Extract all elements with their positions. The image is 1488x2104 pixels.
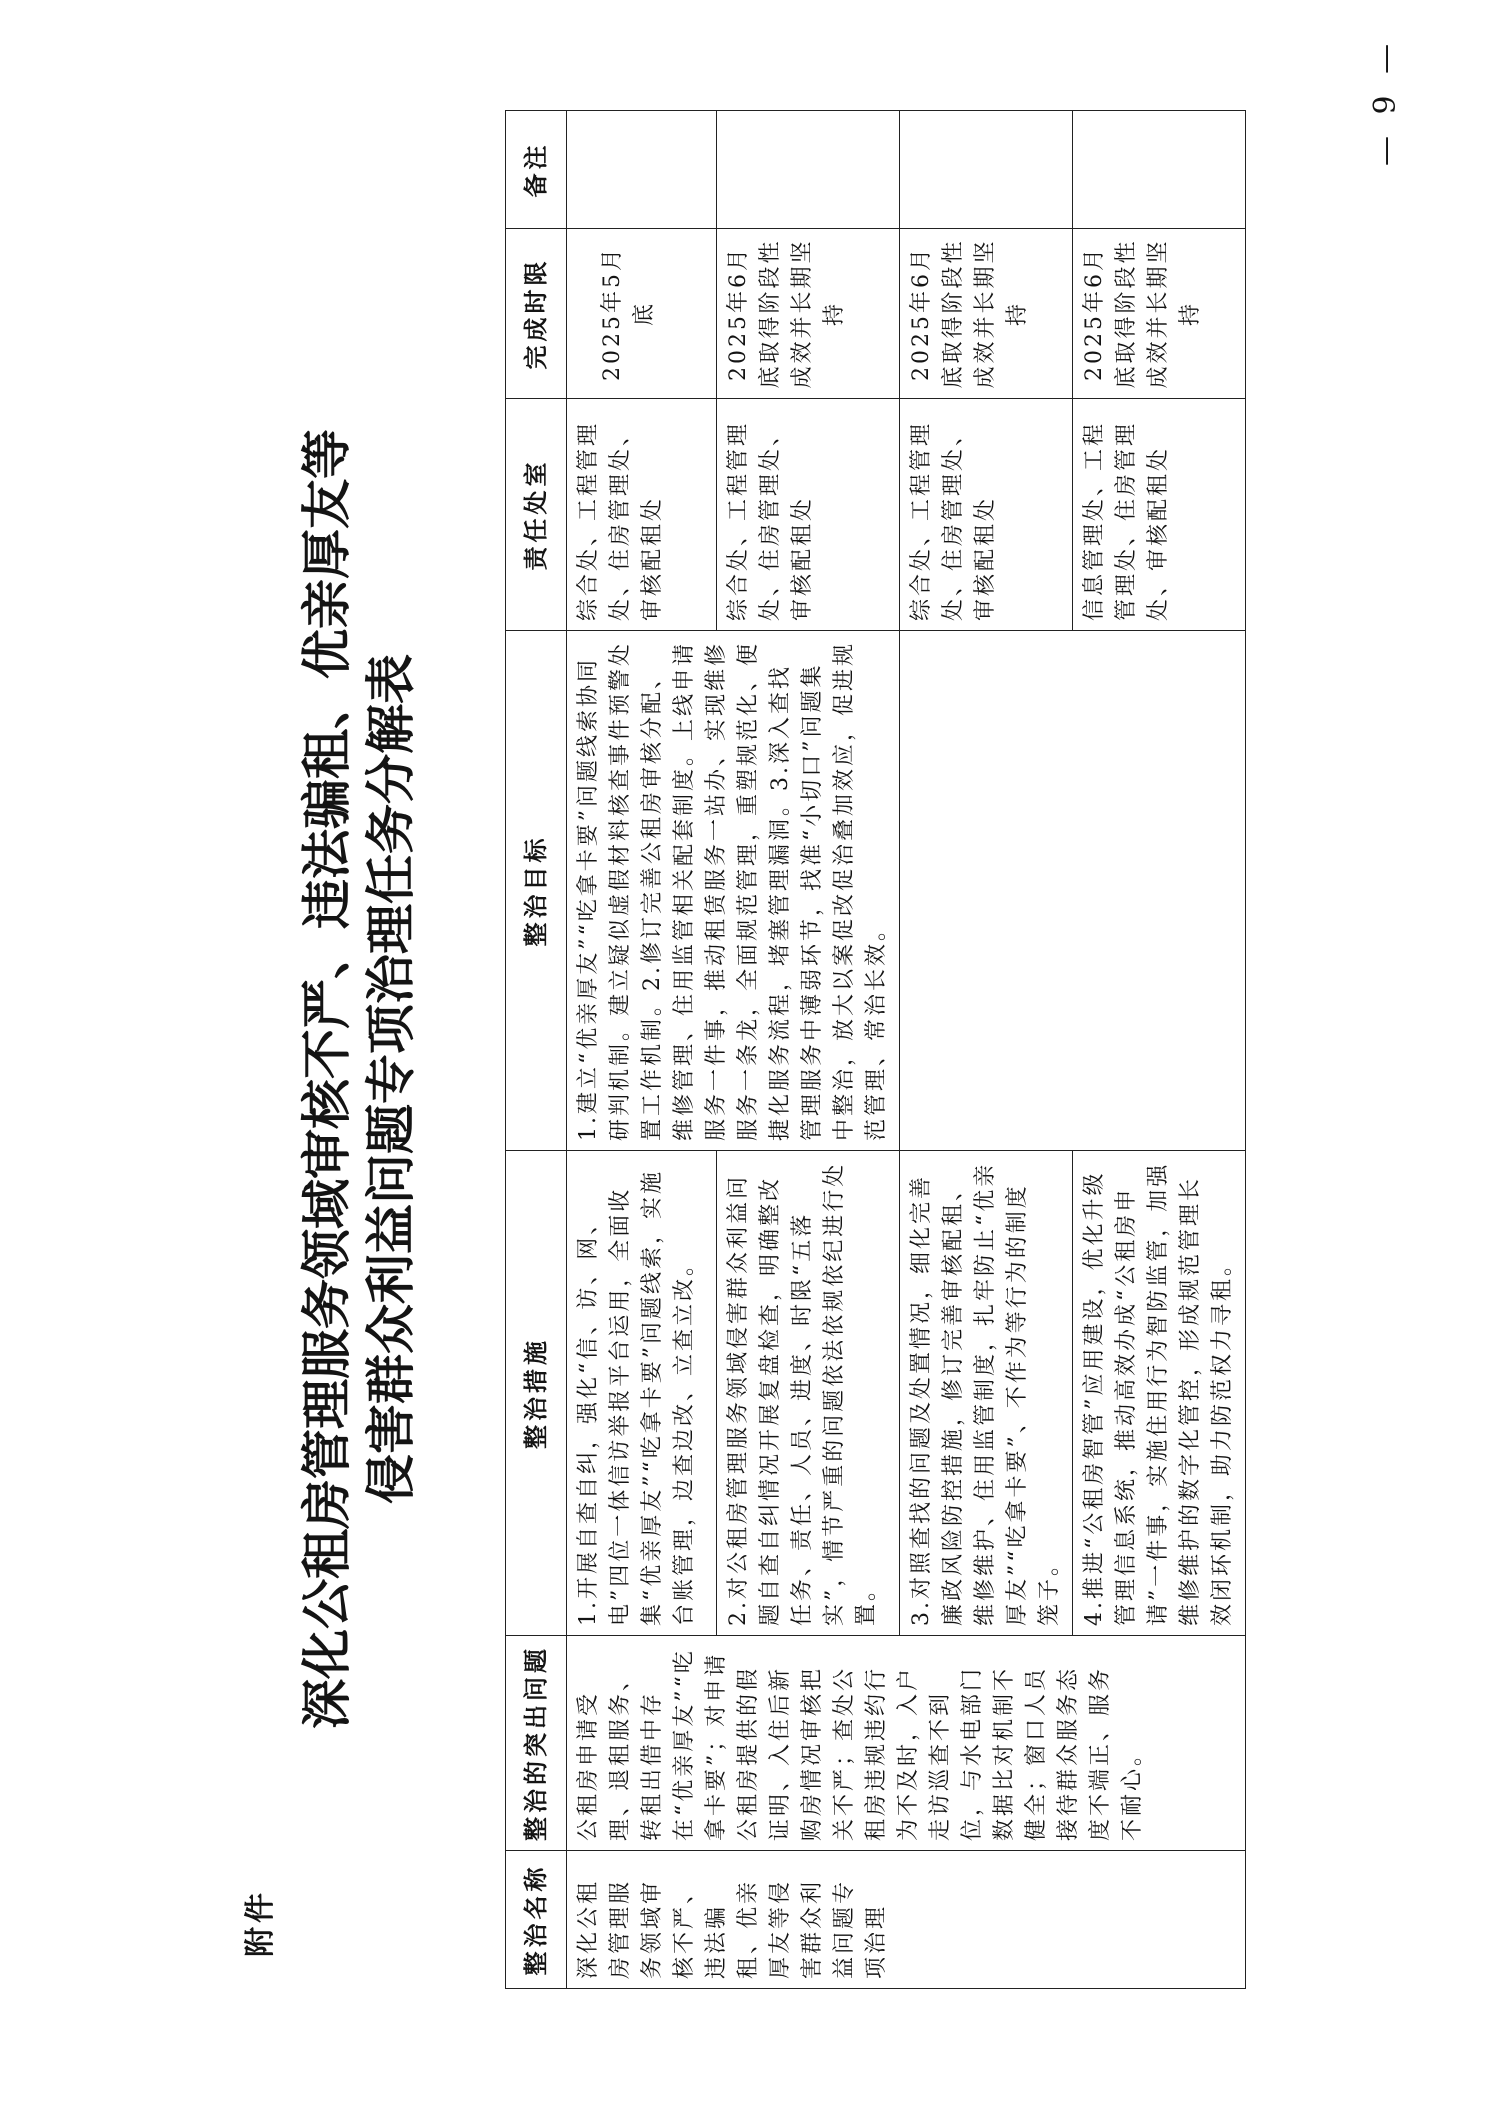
remark-cell <box>900 111 1073 229</box>
governance-name-cell: 深化公租房管理服务领域审核不严、违法骗租、优亲厚友等侵害群众利益问题专项治理 <box>567 1851 1246 1989</box>
deadline-cell: 2025年6月底取得阶段性成效并长期坚持 <box>716 229 899 399</box>
deadline-cell: 2025年6月底取得阶段性成效并长期坚持 <box>900 229 1073 399</box>
goal-cell <box>567 631 900 1151</box>
remark-cell <box>716 111 899 229</box>
title-line-2: 侵害群众利益问题专项治理任务分解表 <box>362 654 420 1504</box>
attachment-label: 附件 <box>243 1889 278 1957</box>
header-dept: 责任处室 <box>506 399 567 631</box>
table-header-row <box>506 111 567 1989</box>
measure-cell: 3.对照查找的问题及处置情况，细化完善廉政风险防控措施，修订完善审核配租、维修维护、住用监管制度，扎牢防止“优亲厚友”“吃拿卡要”、不作为等行为的制度笼子。 <box>900 1151 1073 1636</box>
measure-cell: 2.对公租房管理服务领域侵害群众利益问题自查自纠情况开展复盘检查，明确整改任务、责任、人员、进度、时限“五落实”，情节严重的问题依法依规依纪进行处置。 <box>716 1151 899 1636</box>
document-title <box>295 214 423 1944</box>
dept-cell: 综合处、工程管理处、住房管理处、审核配租处 <box>567 399 717 631</box>
deadline-cell: 2025年6月底取得阶段性成效并长期坚持 <box>1073 229 1246 399</box>
goal-text: 1.建立“优亲厚友”“吃拿卡要”问题线索协同研判机制。建立疑似虚假材料核查事件预警处置工作机制。 <box>576 640 665 1141</box>
goal-text: 2.修订完善公租房审核分配、维修管理、住用监管相关配套制度。上线申请服务一件事，推动租赁服务一站办、实现维修服务一条龙，全面规范管理，重塑规范化、便捷化服务流程，堵塞管理漏洞。 <box>640 640 793 1141</box>
measure-cell: 1.开展自查自纠，强化“信、访、网、电”四位一体信访举报平台运用，全面收集“优亲厚友”“吃拿卡要”问题线索，实施台账管理，边查边改、立查立改。 <box>567 1151 717 1636</box>
measure-cell: 4.推进“公租房智管”应用建设，优化升级管理信息系统，推动高效办成“公租房申请”一件事，实施住用行为智防监管，加强维修维护的数字化管控，形成规范管理长效闭环机制，助力防范权力寻租。 <box>1073 1151 1246 1636</box>
remark-cell <box>1073 111 1246 229</box>
header-issue: 整治的突出问题 <box>506 1636 567 1851</box>
dept-cell: 综合处、工程管理处、住房管理处、审核配租处 <box>716 399 899 631</box>
title-line-1: 深化公租房管理服务领域审核不严、违法骗租、优亲厚友等 <box>298 429 356 1729</box>
outstanding-issue-cell: 公租房申请受理、退租服务、转租出借中存在“优亲厚友”“吃拿卡要”；对申请公租房提供的假证明、入住后新购房情况审核把关不严；查处公租房违规违约行为不及时，入户走访巡查不到位，与水电部门数据比对机制不健全；窗口人员接待群众服务态度不端正、服务不耐心。 <box>567 1636 1246 1851</box>
dept-cell: 信息管理处、工程管理处、住房管理处、审核配租处 <box>1073 399 1246 631</box>
header-name: 整治名称 <box>506 1851 567 1989</box>
deadline-cell: 2025年5月底 <box>567 229 717 399</box>
dept-cell: 综合处、工程管理处、住房管理处、审核配租处 <box>900 399 1073 631</box>
header-goals: 整治目标 <box>506 631 567 1151</box>
goal-text: 3.深入查找管理服务中薄弱环节，找准“小切口”问题集中整治，放大以案促改促治叠加效应，促进规范管理、常治长效。 <box>768 640 889 1141</box>
task-breakdown-table <box>505 110 1246 1989</box>
page-number: — 9 — <box>1368 37 1403 166</box>
table-row <box>567 111 717 1989</box>
header-remark: 备注 <box>506 111 567 229</box>
goal-cell-empty <box>900 631 1246 1151</box>
remark-cell <box>567 111 717 229</box>
header-deadline: 完成时限 <box>506 229 567 399</box>
header-measures: 整治措施 <box>506 1151 567 1636</box>
